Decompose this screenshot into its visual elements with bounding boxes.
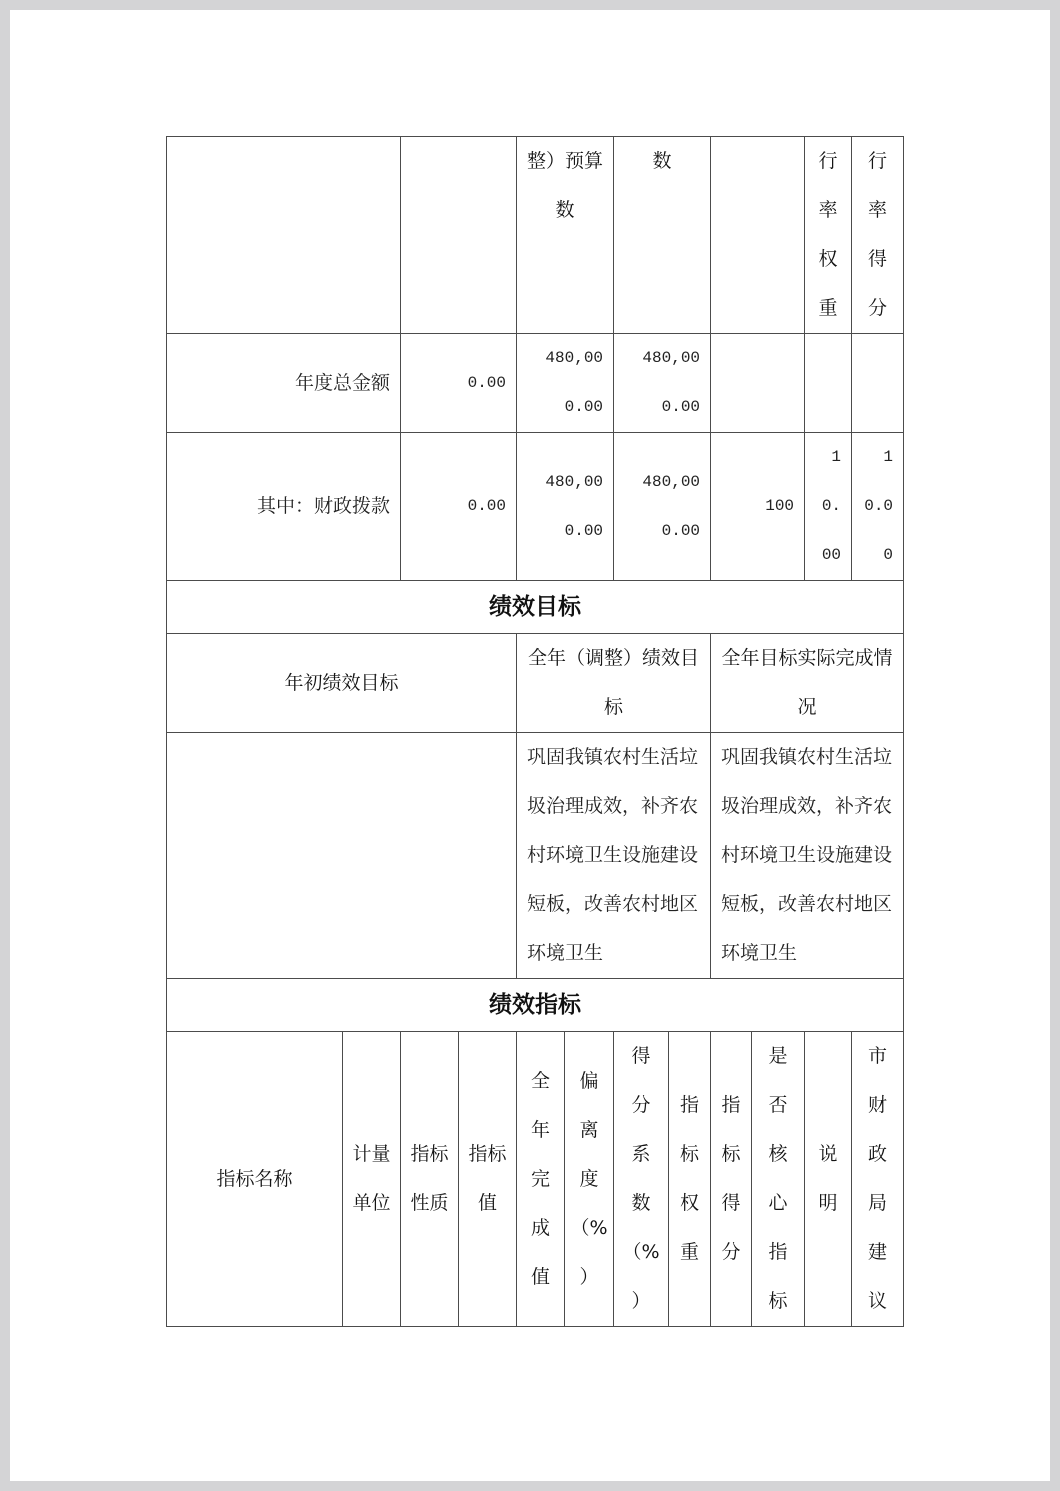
goals-adjusted-text: 巩固我镇农村生活垃 圾治理成效，补齐农 村环境卫生设施建设 短板，改善农村地区 环境卫生 <box>527 747 699 964</box>
goals-initial-header-label: 年初绩效目标 <box>284 671 399 694</box>
budget-rate-value: 100 <box>765 497 795 515</box>
goals-section-title: 绩效目标 <box>167 581 904 634</box>
indicators-section-row <box>167 979 904 1032</box>
indicator-score-header <box>711 1032 752 1327</box>
indicator-advice-header <box>852 1032 904 1327</box>
budget-initial-value: 0.00 <box>467 497 506 515</box>
budget-row-fiscal <box>167 433 904 581</box>
indicator-target-header-label: 指标 值 <box>468 1143 507 1214</box>
indicator-nature-header <box>401 1032 459 1327</box>
budget-executed-value: 480,00 0.00 <box>642 349 701 416</box>
indicator-deviation-header-label: 偏 离 度 （% ） <box>570 1069 608 1288</box>
goals-header-row <box>167 634 904 733</box>
indicator-name-header <box>167 1032 343 1327</box>
indicator-note-header <box>805 1032 852 1327</box>
budget-weight-value-cell <box>805 433 852 581</box>
budget-adjusted-value: 480,00 0.00 <box>545 472 604 540</box>
indicator-coefficient-header <box>614 1032 669 1327</box>
goals-initial-header <box>167 634 517 733</box>
budget-header-initial-cell <box>401 137 517 334</box>
budget-score-value-cell <box>852 433 904 581</box>
indicator-coefficient-header-label: 得 分 系 数 （% ） <box>622 1045 660 1312</box>
indicator-note-header-label: 说 明 <box>818 1143 838 1214</box>
budget-row-label-cell <box>167 334 401 433</box>
budget-score-value: 1 0.0 0 <box>864 448 894 564</box>
indicator-nature-header-label: 指标 性质 <box>410 1143 449 1214</box>
budget-header-score-label: 行 率 得 分 <box>868 150 888 319</box>
budget-weight-value-cell <box>805 334 852 433</box>
budget-adjusted-value: 480,00 0.00 <box>545 349 604 416</box>
goals-content-row <box>167 733 904 979</box>
indicator-unit-header <box>343 1032 401 1327</box>
budget-row-label-cell <box>167 433 401 581</box>
indicators-header-row <box>167 1032 904 1327</box>
budget-executed-value-cell <box>614 334 711 433</box>
budget-rate-value-cell <box>711 334 805 433</box>
indicator-advice-header-label: 市 财 政 局 建 议 <box>868 1045 888 1312</box>
goals-actual-header-label: 全年目标实际完成情 况 <box>721 647 893 718</box>
budget-header-score-cell <box>852 137 904 334</box>
indicator-name-header-label: 指标名称 <box>216 1167 293 1190</box>
budget-adjusted-value-cell <box>517 433 614 581</box>
budget-initial-value-cell <box>401 433 517 581</box>
budget-row-label: 年度总金额 <box>294 372 390 394</box>
indicator-weight-header <box>669 1032 711 1327</box>
goals-section-row <box>167 581 904 634</box>
goals-actual-text: 巩固我镇农村生活垃 圾治理成效，补齐农 村环境卫生设施建设 短板，改善农村地区 环境卫生 <box>721 747 893 964</box>
goals-initial-text-cell <box>167 733 517 979</box>
indicator-target-header <box>459 1032 517 1327</box>
indicator-actual-header-label: 全 年 完 成 值 <box>530 1069 550 1288</box>
budget-header-rate-cell <box>711 137 805 334</box>
budget-initial-value-cell <box>401 334 517 433</box>
budget-header-executed-label: 数 <box>652 150 672 172</box>
budget-rate-value-cell <box>711 433 805 581</box>
goals-adjusted-header-label: 全年（调整）绩效目 标 <box>528 647 700 718</box>
budget-header-adjusted-label: 整）预算 数 <box>527 150 604 221</box>
budget-header-weight-label: 行 率 权 重 <box>818 150 838 319</box>
indicator-actual-header <box>517 1032 565 1327</box>
indicator-core-header-label: 是 否 核 心 指 标 <box>768 1045 788 1312</box>
budget-row-label: 其中：财政拨款 <box>256 496 390 517</box>
indicator-score-header-label: 指 标 得 分 <box>721 1094 741 1263</box>
budget-header-row <box>167 137 904 334</box>
goals-actual-text-cell <box>711 733 904 979</box>
indicators-section-title: 绩效指标 <box>167 979 904 1032</box>
budget-executed-value-cell <box>614 433 711 581</box>
goals-actual-header <box>711 634 904 733</box>
performance-evaluation-table <box>166 136 904 1327</box>
indicator-core-header <box>752 1032 805 1327</box>
budget-weight-value: 1 0. 00 <box>821 448 842 564</box>
indicator-unit-header-label: 计量 单位 <box>352 1143 391 1214</box>
budget-header-executed-cell <box>614 137 711 334</box>
indicator-weight-header-label: 指 标 权 重 <box>680 1094 700 1263</box>
budget-row-total <box>167 334 904 433</box>
indicator-deviation-header <box>565 1032 614 1327</box>
budget-score-value-cell <box>852 334 904 433</box>
budget-header-adjusted-cell <box>517 137 614 334</box>
goals-adjusted-text-cell <box>517 733 711 979</box>
goals-adjusted-header <box>517 634 711 733</box>
budget-header-weight-cell <box>805 137 852 334</box>
budget-adjusted-value-cell <box>517 334 614 433</box>
budget-initial-value: 0.00 <box>467 373 506 392</box>
budget-header-item-cell <box>167 137 401 334</box>
budget-executed-value: 480,00 0.00 <box>642 472 701 540</box>
